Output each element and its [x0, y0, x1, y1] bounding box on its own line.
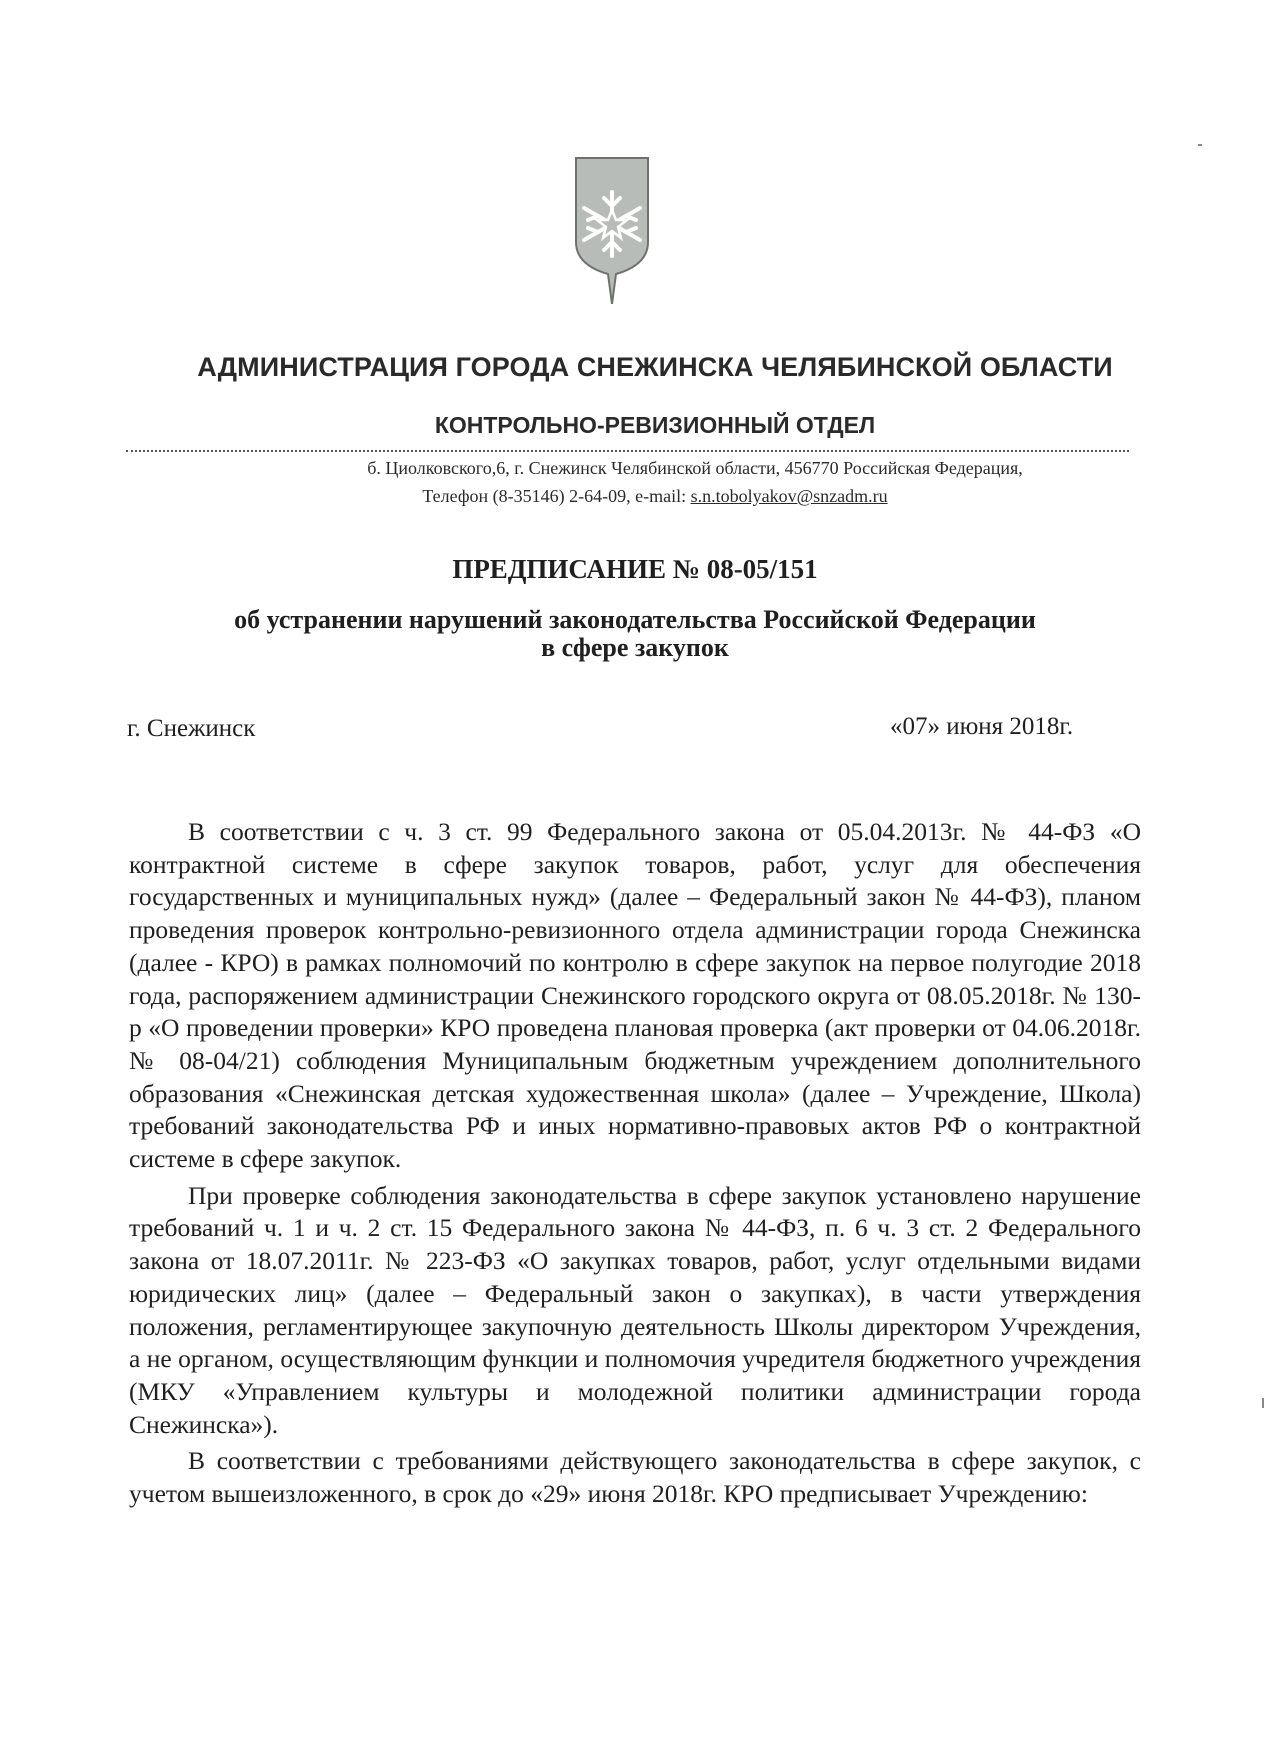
document-city: г. Снежинск: [127, 715, 256, 742]
coat-of-arms-icon: [572, 154, 652, 304]
department-name: КОНТРОЛЬНО-РЕВИЗИОННЫЙ ОТДЕЛ: [434, 412, 876, 438]
header-divider: [126, 450, 1129, 452]
scan-speck: [1262, 1398, 1264, 1408]
organization-name: АДМИНИСТРАЦИЯ ГОРОДА СНЕЖИНСКА ЧЕЛЯБИНСКОЙ ОБЛАСТИ: [197, 352, 1113, 382]
document-date: «07» июня 2018г.: [890, 713, 1074, 740]
body-paragraph: При проверке соблюдения законодательства в сфере закупок установлено нарушение требований ч. 1 и ч. 2 ст. 15 Федерального закона № 44-ФЗ, п. 6 ч. 3 ст. 2 Федерального закона от 18.07.2011г. № 223-ФЗ «О закупках товаров, работ, услуг отдельными видами юридических лиц» (далее – Федеральный закон о закупках), в части утверждения положения, регламентирующее закупочную деятельность Школы директором Учреждения, а не органом, осуществляющим функции и полномочия учредителя бюджетного учреждения (МКУ «Управлением культуры и молодежной политики администрации города Снежинска»).: [129, 1180, 1141, 1439]
body-paragraph: В соответствии с ч. 3 ст. 99 Федерального закона от 05.04.2013г. № 44-ФЗ «О контрактной системе в сфере закупок товаров, работ, услуг для обеспечения государственных и муниципальных нужд» (далее – Федеральный закон № 44-ФЗ), планом проведения проверок контрольно-ревизионного отдела администрации города Снежинска (далее - КРО) в рамках полномочий по контролю в сфере закупок на первое полугодие 2018 года, распоряжением администрации Снежинского городского округа от 08.05.2018г. № 130-р «О проведении проверки» КРО проведена плановая проверка (акт проверки от 04.06.2018г. № 08-04/21) соблюдения Муниципальным бюджетным учреждением дополнительного образования «Снежинская детская художественная школа» (далее – Учреждение, Школа) требований законодательства РФ и иных нормативно-правовых актов РФ о контрактной системе в сфере закупок.: [129, 817, 1141, 1174]
document-body: [129, 816, 1141, 1511]
contact-line: [120, 486, 1190, 507]
subtitle-line: в сфере закупок: [541, 633, 729, 662]
phone-text: Телефон (8-35146) 2-64-09, e-mail:: [422, 486, 691, 506]
subtitle-line: об устранении нарушений законодательства Российской Федерации: [234, 605, 1036, 634]
email-link[interactable]: s.n.tobolyakov@snzadm.ru: [690, 486, 888, 506]
scan-speck: [1198, 144, 1202, 146]
document-subtitle: [120, 606, 1150, 662]
document-title: ПРЕДПИСАНИЕ № 08-05/151: [452, 554, 818, 584]
body-paragraph: В соответствии с требованиями действующего законодательства в сфере закупок, с учетом вышеизложенного, в срок до «29» июня 2018г. КРО предписывает Учреждению:: [129, 1446, 1141, 1509]
address-line: б. Циолковского,6, г. Снежинск Челябинской области, 456770 Российская Федерация,: [367, 458, 1023, 478]
